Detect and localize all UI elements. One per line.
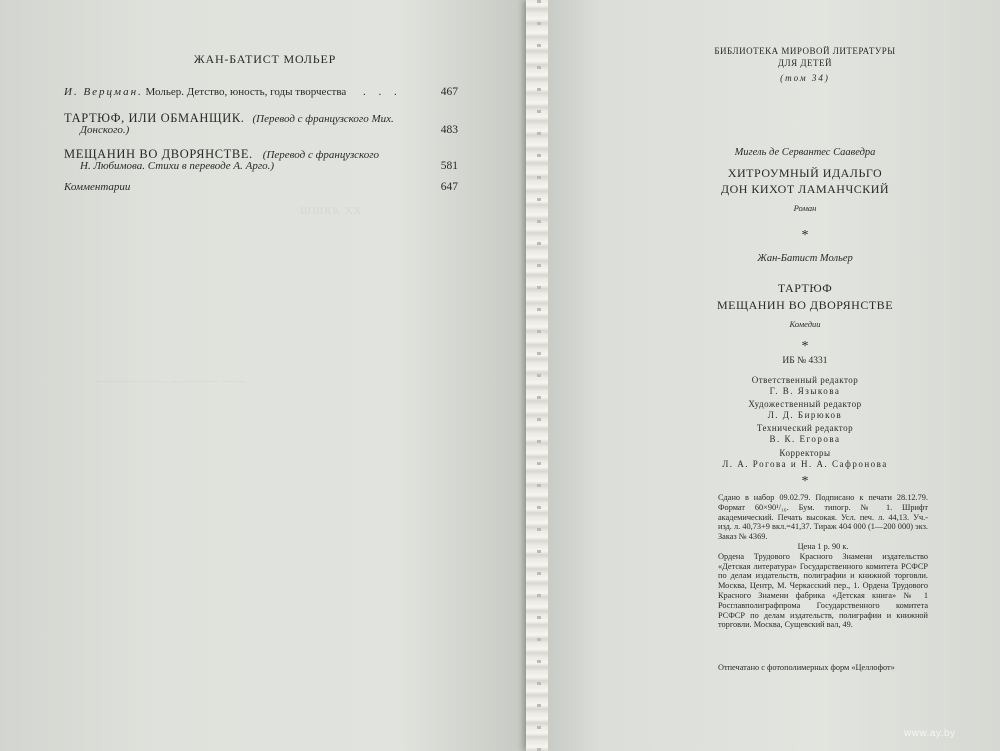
ib-number: ИБ № 4331 bbox=[782, 356, 828, 366]
author-cervantes: Мигель де Сервантес Сааведра bbox=[734, 147, 876, 158]
toc-entry-3-title: МЕЩАНИН ВО ДВОРЯНСТВЕ. bbox=[64, 147, 253, 161]
work-title-don-quixote-2: ДОН КИХОТ ЛАМАНЧСКИЙ bbox=[720, 182, 890, 196]
imprint-publisher: Ордена Трудового Красного Знамени издательство «Детская литература» Государственного комитета РСФСР по делам издательств, полиграфии и книжной торговли. Москва, Центр, М. Черкасский пер., 1. Ордена Трудового Красного Знамени фабрика «Детская книга» № 1 Росглавполиграфпрома Государственного комитета РСФСР по делам издательств, полиграфии и книжной торговли. Москва, Сущевский вал, 49. bbox=[718, 551, 928, 630]
credit-proof-names: Л. А. Рогова и Н. А. Сафронова bbox=[722, 459, 888, 469]
toc-entry-2-title: ТАРТЮФ, ИЛИ ОБМАНЩИК. bbox=[64, 111, 245, 125]
credit-proof-role: Корректоры bbox=[779, 448, 831, 458]
volume-number: (том 34) bbox=[780, 73, 830, 83]
credit-tech-name: В. К. Егорова bbox=[769, 434, 841, 444]
genre-comedies: Комедии bbox=[789, 319, 821, 329]
credit-art-name: Л. Д. Бирюков bbox=[767, 410, 843, 420]
work-title-bourgeois-gentleman: МЕЩАНИН ВО ДВОРЯНСТВЕ bbox=[716, 298, 894, 312]
bleed-through-text: —————— ———— —— bbox=[95, 375, 247, 387]
bleed-through-text: ШШКК ХХ bbox=[300, 205, 363, 217]
separator-star-2: * bbox=[801, 339, 809, 354]
series-title-line-1: БИБЛИОТЕКА МИРОВОЙ ЛИТЕРАТУРЫ bbox=[714, 46, 896, 56]
work-title-don-quixote-1: ХИТРОУМНЫЙ ИДАЛЬГО bbox=[727, 166, 883, 180]
toc-entry-1 bbox=[64, 86, 402, 98]
watermark: www.ay.by bbox=[904, 728, 956, 739]
toc-entry-3-page: 581 bbox=[440, 160, 458, 172]
toc-entry-4-page: 647 bbox=[440, 181, 458, 193]
toc-entry-1-author: И. Верцман. bbox=[64, 86, 143, 98]
imprint-block bbox=[718, 493, 928, 630]
toc-entry-3-note: (Перевод с французского bbox=[262, 149, 379, 161]
toc-entry-4: Комментарии bbox=[64, 181, 131, 193]
toc-entry-1-page: 467 bbox=[440, 86, 458, 98]
left-page-author: ЖАН-БАТИСТ МОЛЬЕР bbox=[193, 52, 337, 66]
imprint-print-details: Сдано в набор 09.02.79. Подписано к печати 28.12.79. Формат 60×90¹/₁₆. Бум. типогр. № 1. Шрифт академический. Печать высокая. Усл. печ. л. 44,13. Уч.-изд. л. 40,73+9 вкл.=41,37. Тираж 404 000 (1—200 000) экз. Заказ № 4369. bbox=[718, 493, 928, 542]
credit-editor-role: Ответственный редактор bbox=[751, 375, 859, 385]
separator-star-3: * bbox=[801, 474, 809, 489]
credit-editor-name: Г. В. Языкова bbox=[769, 386, 841, 396]
toc-entry-3-note-cont: Н. Любимова. Стихи в переводе А. Арго.) bbox=[80, 160, 275, 172]
credit-art-role: Художественный редактор bbox=[748, 399, 862, 409]
toc-entry-2-note: (Перевод с французского Мих. bbox=[252, 113, 394, 125]
imprint-price: Цена 1 р. 90 к. bbox=[797, 541, 849, 551]
printed-note: Отпечатано с фотополимерных форм «Целлофот» bbox=[718, 663, 895, 672]
toc-entry-1-dots: . . . bbox=[363, 86, 402, 98]
genre-novel: Роман bbox=[793, 203, 817, 213]
toc-entry-2-note-cont: Донского.) bbox=[80, 124, 130, 136]
toc-entry-1-text: Мольер. Детство, юность, годы творчества bbox=[145, 86, 347, 98]
series-title-line-2: ДЛЯ ДЕТЕЙ bbox=[777, 58, 833, 68]
author-moliere: Жан-Батист Мольер bbox=[757, 253, 853, 264]
work-title-tartuffe: ТАРТЮФ bbox=[777, 281, 833, 295]
credit-tech-role: Технический редактор bbox=[756, 423, 854, 433]
separator-star-1: * bbox=[801, 228, 809, 243]
toc-entry-2-page: 483 bbox=[440, 124, 458, 136]
